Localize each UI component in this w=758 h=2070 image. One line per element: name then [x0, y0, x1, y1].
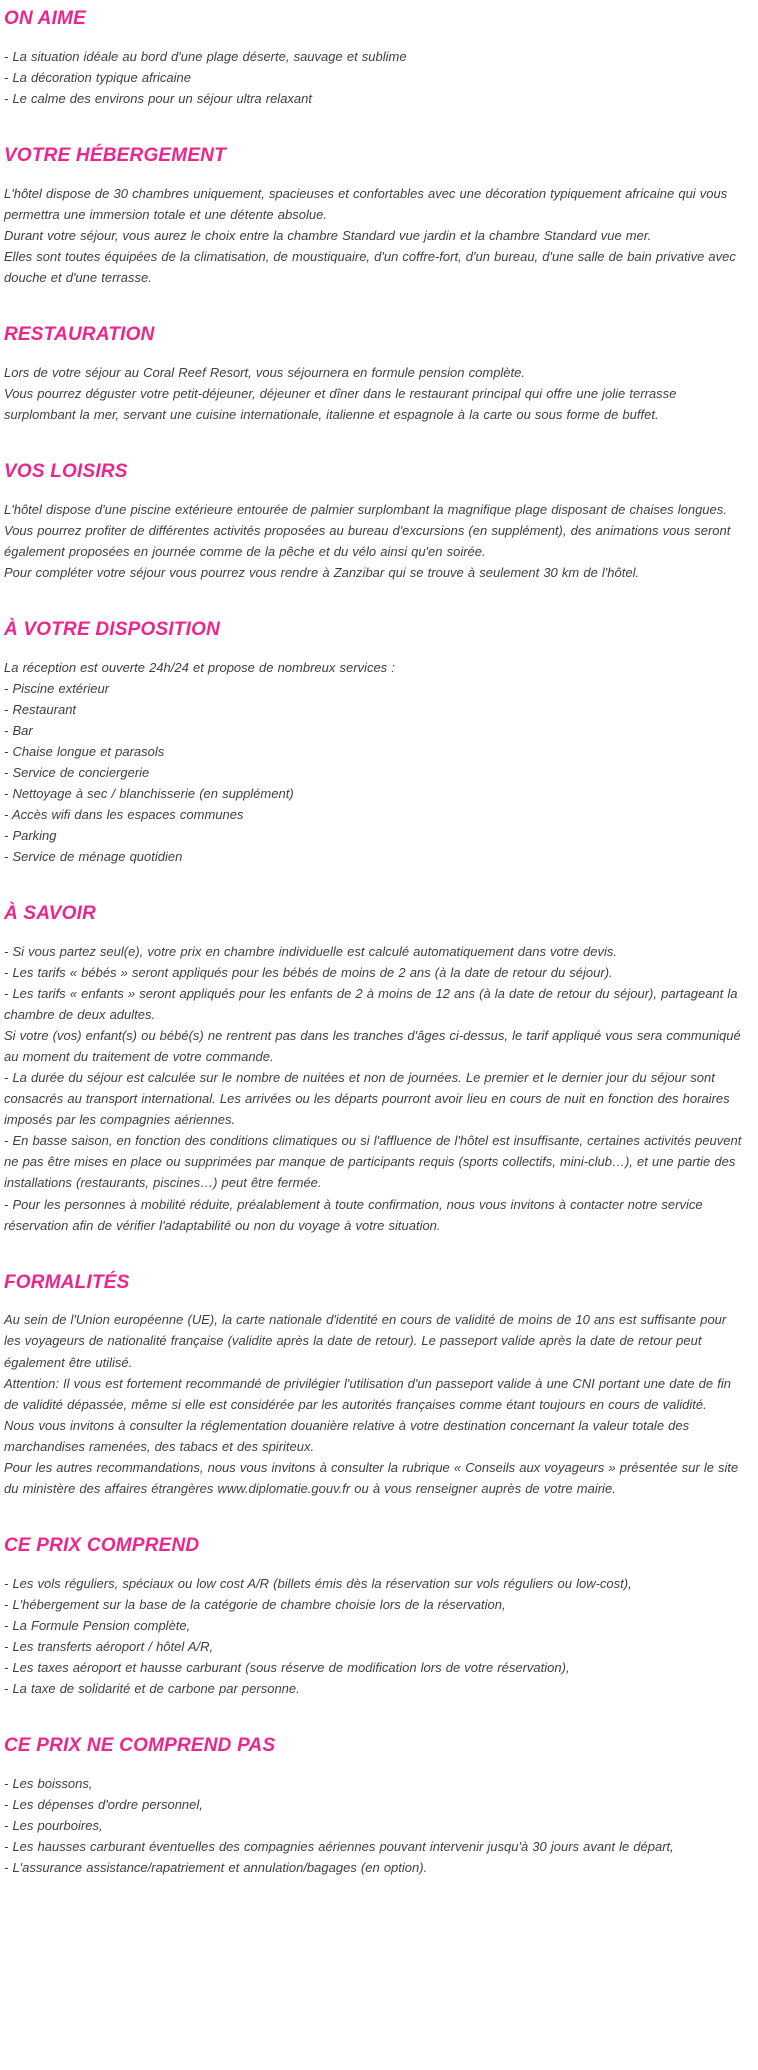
text-line: Nous vous invitons à consulter la réglementation douanière relative à votre destination concernant la valeur totale des marchandises ramenées, des tabacs et des spiriteux.	[4, 1417, 690, 1454]
text-line: - La durée du séjour est calculée sur le nombre de nuitées et non de journées. Le premier et le dernier jour du séjour sont consacrés au transport international. Les arrivées ou les départs pourront avoir lieu en cours de nuit en fonction des horaires imposés par les compagnies aériennes.	[4, 1070, 730, 1128]
section-title: CE PRIX COMPREND	[4, 1534, 200, 1556]
section-title: VOS LOISIRS	[4, 460, 128, 482]
text-line: Lors de votre séjour au Coral Reef Resort, vous séjournera en formule pension complète.	[4, 364, 525, 380]
section-restauration	[4, 324, 746, 425]
text-line: Durant votre séjour, vous aurez le choix entre la chambre Standard vue jardin et la chambre Standard vue mer.	[4, 227, 652, 243]
section-votre-hebergement	[4, 145, 746, 288]
text-line: Pour compléter votre séjour vous pourrez vous rendre à Zanzibar qui se trouve à seulement 30 km de l'hôtel.	[4, 564, 640, 580]
section-body	[4, 657, 746, 867]
section-title: À SAVOIR	[4, 903, 97, 925]
text-line: - Les boissons,	[4, 1775, 93, 1791]
section-title: CE PRIX NE COMPREND PAS	[4, 1734, 276, 1756]
section-body	[4, 46, 746, 109]
text-line: - Service de conciergerie	[4, 764, 150, 780]
section-title: À VOTRE DISPOSITION	[4, 618, 220, 640]
text-line: - Parking	[4, 828, 57, 844]
text-line: Elles sont toutes équipées de la climatisation, de moustiquaire, d'un coffre-fort, d'un bureau, d'une salle de bain privative avec douche et d'une terrasse.	[4, 248, 736, 285]
text-line: Pour les autres recommandations, nous vous invitons à consulter la rubrique « Conseils aux voyageurs » présentée sur le site du ministère des affaires étrangères www.diplomatie.gouv.fr ou à vous renseigner auprès de votre mairie.	[4, 1459, 739, 1496]
text-line: - Les vols réguliers, spéciaux ou low cost A/R (billets émis dès la réservation sur vols réguliers ou low-cost),	[4, 1575, 632, 1591]
text-line: - Si vous partez seul(e), votre prix en chambre individuelle est calculé automatiquement dans votre devis.	[4, 943, 618, 959]
section-a-savoir	[4, 903, 746, 1235]
text-line: - Les transferts aéroport / hôtel A/R,	[4, 1638, 214, 1654]
section-body	[4, 1773, 746, 1878]
section-on-aime	[4, 8, 746, 109]
text-line: - Le calme des environs pour un séjour ultra relaxant	[4, 90, 312, 106]
text-line: - Les tarifs « bébés » seront appliqués pour les bébés de moins de 2 ans (à la date de retour du séjour).	[4, 965, 613, 980]
text-line: - Bar	[4, 722, 33, 738]
section-a-votre-disposition	[4, 619, 746, 867]
section-ce-prix-ne-comprend-pas	[4, 1735, 746, 1878]
text-line: Au sein de l'Union européenne (UE), la carte nationale d'identité en cours de validité de moins de 10 ans est suffisante pour les voyageurs de nationalité française (validite après la date de retour). Le passeport valide après la date de retour peut également être utilisé.	[4, 1312, 727, 1370]
text-line: Vous pourrez déguster votre petit-déjeuner, déjeuner et dîner dans le restaurant principal qui offre une jolie terrasse surplombant la mer, servant une cuisine internationale, italienne et espagnole à la carte ou sous forme de buffet.	[4, 385, 677, 422]
text-line: - Les dépenses d'ordre personnel,	[4, 1796, 203, 1812]
text-line: - Nettoyage à sec / blanchisserie (en supplément)	[4, 785, 294, 801]
text-line: - La situation idéale au bord d'une plage déserte, sauvage et sublime	[4, 48, 407, 64]
text-line: - Les taxes aéroport et hausse carburant (sous réserve de modification lors de votre réservation),	[4, 1659, 570, 1675]
section-title: FORMALITÉS	[4, 1271, 130, 1293]
text-line: La réception est ouverte 24h/24 et propose de nombreux services :	[4, 659, 395, 675]
text-line: - La décoration typique africaine	[4, 69, 192, 85]
section-title: RESTAURATION	[4, 323, 155, 345]
text-line: - La taxe de solidarité et de carbone par personne.	[4, 1680, 300, 1696]
text-line: - Service de ménage quotidien	[4, 849, 183, 865]
text-line: - Chaise longue et parasols	[4, 743, 165, 759]
text-line: - Restaurant	[4, 701, 77, 717]
text-line: - En basse saison, en fonction des conditions climatiques ou si l'affluence de l'hôtel est insuffisante, certaines activités peuvent ne pas être mises en place ou supprimées par manque de participants requis (sports collectifs, mini-club…), et une partie des installations (restaurants, piscines…) peut être fermée.	[4, 1133, 742, 1191]
section-body	[4, 499, 746, 583]
text-line: - La Formule Pension complète,	[4, 1617, 191, 1633]
text-line: - Piscine extérieur	[4, 680, 110, 696]
text-line: - L'assurance assistance/rapatriement et annulation/bagages (en option).	[4, 1859, 428, 1875]
section-body	[4, 1309, 746, 1498]
text-line: - Les pourboires,	[4, 1817, 103, 1833]
text-line: - Accès wifi dans les espaces communes	[4, 807, 244, 823]
text-line: Vous pourrez profiter de différentes activités proposées au bureau d'excursions (en supplément), des animations vous seront également proposées en journée comme de la pêche et du vélo ainsi qu'en soirée.	[4, 522, 731, 559]
section-body	[4, 362, 746, 425]
text-line: - Les hausses carburant éventuelles des compagnies aériennes pouvant intervenir jusqu'à 30 jours avant le départ,	[4, 1838, 674, 1854]
text-line: L'hôtel dispose d'une piscine extérieure entourée de palmier surplombant la magnifique plage disposant de chaises longues.	[4, 501, 727, 517]
section-vos-loisirs	[4, 461, 746, 583]
section-title: VOTRE HÉBERGEMENT	[4, 144, 226, 166]
text-line: - L'hébergement sur la base de la catégorie de chambre choisie lors de la réservation,	[4, 1596, 506, 1612]
text-line: Attention: Il vous est fortement recommandé de privilégier l'utilisation d'un passeport valide à une CNI portant une date de fin de validité dépassée, même si elle est considérée par les autorités françaises comme étant toujours en cours de validité.	[4, 1375, 731, 1412]
text-line: - Pour les personnes à mobilité réduite, préalablement à toute confirmation, nous vous invitons à contacter notre service réservation afin de vérifier l'adaptabilité ou non du voyage à votre situation.	[4, 1196, 703, 1233]
text-line: Si votre (vos) enfant(s) ou bébé(s) ne rentrent pas dans les tranches d'âges ci-dessus, le tarif appliqué vous sera communiqué au moment du traitement de votre commande.	[4, 1028, 741, 1065]
section-title: ON AIME	[4, 8, 86, 29]
section-body	[4, 941, 746, 1236]
section-formalites	[4, 1272, 746, 1499]
section-body	[4, 183, 746, 288]
section-body	[4, 1573, 746, 1699]
text-line: L'hôtel dispose de 30 chambres uniquement, spacieuses et confortables avec une décoration typiquement africaine qui vous permettra une immersion totale et une détente absolue.	[4, 185, 728, 222]
text-line: - Les tarifs « enfants » seront appliqués pour les enfants de 2 à moins de 12 ans (à la date de retour du séjour), partageant la chambre de deux adultes.	[4, 986, 738, 1023]
section-ce-prix-comprend	[4, 1535, 746, 1699]
